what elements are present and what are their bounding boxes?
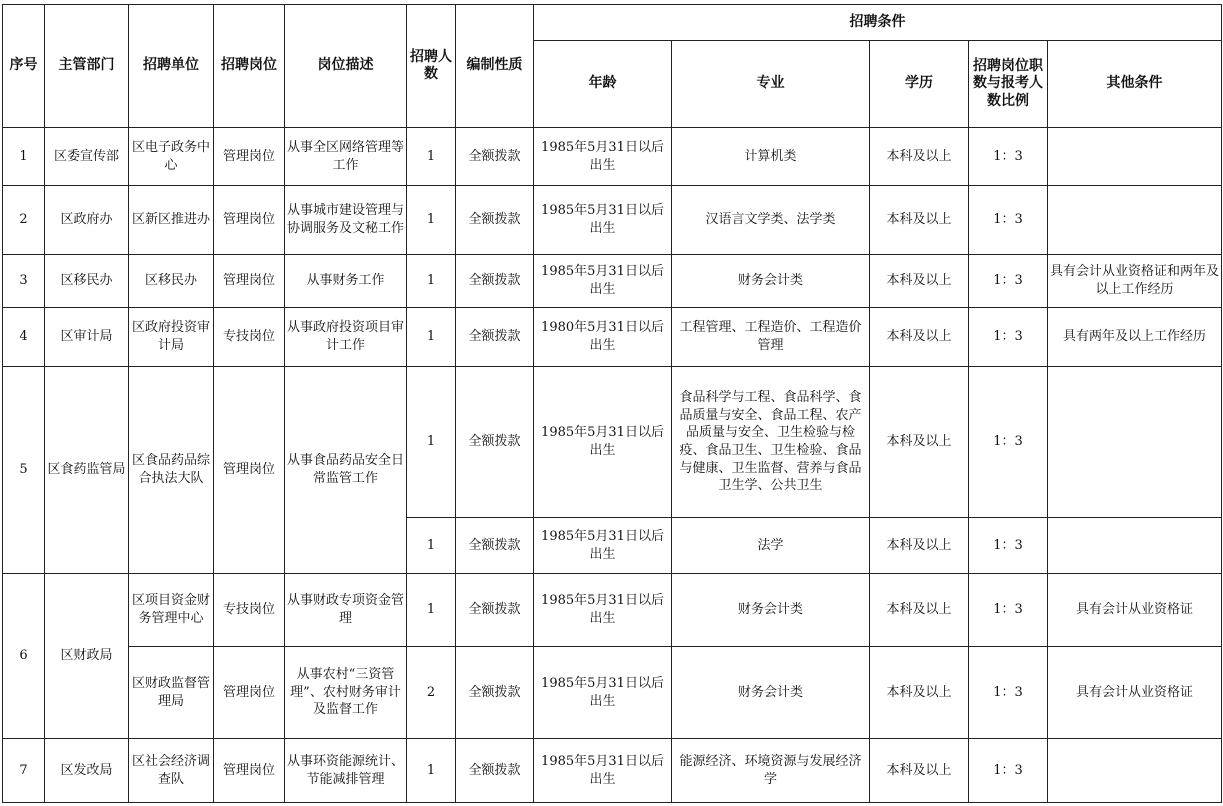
cell-other: 具有会计从业资格证 xyxy=(1048,647,1222,739)
cell-ratio: 1：3 xyxy=(969,647,1048,739)
cell-count: 1 xyxy=(407,128,456,186)
cell-age: 1985年5月31日以后出生 xyxy=(534,518,672,574)
cell-desc: 从事环资能源统计、节能减排管理 xyxy=(285,739,407,803)
col-header-ratio: 招聘岗位职数与报考人数比例 xyxy=(969,41,1048,128)
col-header-count: 招聘人数 xyxy=(407,5,456,128)
cell-other: 具有会计从业资格证 xyxy=(1048,574,1222,647)
cell-age: 1985年5月31日以后出生 xyxy=(534,255,672,308)
cell-count: 1 xyxy=(407,367,456,518)
cell-major: 能源经济、环境资源与发展经济学 xyxy=(672,739,870,803)
cell-ratio: 1：3 xyxy=(969,128,1048,186)
cell-ratio: 1：3 xyxy=(969,739,1048,803)
cell-other: 具有会计从业资格证和两年及以上工作经历 xyxy=(1048,255,1222,308)
cell-edu: 本科及以上 xyxy=(870,739,969,803)
cell-age: 1985年5月31日以后出生 xyxy=(534,367,672,518)
cell-unit: 区财政监督管理局 xyxy=(129,647,214,739)
cell-major: 财务会计类 xyxy=(672,255,870,308)
cell-seq: 6 xyxy=(3,574,45,739)
cell-unit: 区项目资金财务管理中心 xyxy=(129,574,214,647)
table-row xyxy=(3,647,1222,739)
cell-post: 管理岗位 xyxy=(214,739,285,803)
cell-other xyxy=(1048,518,1222,574)
cell-nature: 全额拨款 xyxy=(456,255,534,308)
cell-ratio: 1：3 xyxy=(969,255,1048,308)
cell-unit: 区电子政务中心 xyxy=(129,128,214,186)
cell-age: 1985年5月31日以后出生 xyxy=(534,574,672,647)
cell-post: 专技岗位 xyxy=(214,574,285,647)
recruitment-table xyxy=(2,4,1222,803)
cell-major: 财务会计类 xyxy=(672,574,870,647)
cell-unit: 区移民办 xyxy=(129,255,214,308)
cell-ratio: 1：3 xyxy=(969,186,1048,255)
cell-desc: 从事全区网络管理等工作 xyxy=(285,128,407,186)
cell-edu: 本科及以上 xyxy=(870,647,969,739)
cell-ratio: 1：3 xyxy=(969,308,1048,367)
cell-desc: 从事政府投资项目审计工作 xyxy=(285,308,407,367)
cell-count: 1 xyxy=(407,739,456,803)
cell-count: 1 xyxy=(407,574,456,647)
col-header-edu: 学历 xyxy=(870,41,969,128)
cell-dept: 区审计局 xyxy=(45,308,129,367)
cell-seq: 5 xyxy=(3,367,45,574)
table-row xyxy=(3,255,1222,308)
cell-dept: 区食药监管局 xyxy=(45,367,129,574)
cell-count: 1 xyxy=(407,308,456,367)
cell-seq: 1 xyxy=(3,128,45,186)
cell-major: 工程管理、工程造价、工程造价管理 xyxy=(672,308,870,367)
cell-post: 管理岗位 xyxy=(214,647,285,739)
cell-age: 1985年5月31日以后出生 xyxy=(534,739,672,803)
cell-edu: 本科及以上 xyxy=(870,128,969,186)
table-row xyxy=(3,308,1222,367)
cell-dept: 区移民办 xyxy=(45,255,129,308)
col-header-major: 专业 xyxy=(672,41,870,128)
cell-edu: 本科及以上 xyxy=(870,255,969,308)
cell-post: 管理岗位 xyxy=(214,186,285,255)
cell-desc: 从事财务工作 xyxy=(285,255,407,308)
cell-unit: 区政府投资审计局 xyxy=(129,308,214,367)
cell-desc: 从事城市建设管理与协调服务及文秘工作 xyxy=(285,186,407,255)
cell-seq: 7 xyxy=(3,739,45,803)
cell-post: 管理岗位 xyxy=(214,367,285,574)
cell-other xyxy=(1048,128,1222,186)
cell-nature: 全额拨款 xyxy=(456,518,534,574)
col-header-desc: 岗位描述 xyxy=(285,5,407,128)
cell-edu: 本科及以上 xyxy=(870,367,969,518)
cell-age: 1985年5月31日以后出生 xyxy=(534,186,672,255)
cell-desc: 从事农村“三资管理”、农村财务审计及监督工作 xyxy=(285,647,407,739)
cell-count: 1 xyxy=(407,518,456,574)
cell-seq: 3 xyxy=(3,255,45,308)
cell-ratio: 1：3 xyxy=(969,518,1048,574)
cell-dept: 区财政局 xyxy=(45,574,129,739)
cell-seq: 4 xyxy=(3,308,45,367)
cell-age: 1985年5月31日以后出生 xyxy=(534,647,672,739)
col-header-dept: 主管部门 xyxy=(45,5,129,128)
cell-nature: 全额拨款 xyxy=(456,186,534,255)
cell-seq: 2 xyxy=(3,186,45,255)
col-header-age: 年龄 xyxy=(534,41,672,128)
cell-dept: 区委宣传部 xyxy=(45,128,129,186)
cell-other xyxy=(1048,186,1222,255)
col-header-conditions: 招聘条件 xyxy=(534,5,1222,41)
cell-major: 汉语言文学类、法学类 xyxy=(672,186,870,255)
cell-major: 法学 xyxy=(672,518,870,574)
col-header-unit: 招聘单位 xyxy=(129,5,214,128)
cell-unit: 区食品药品综合执法大队 xyxy=(129,367,214,574)
cell-edu: 本科及以上 xyxy=(870,186,969,255)
cell-desc: 从事食品药品安全日常监管工作 xyxy=(285,367,407,574)
cell-other xyxy=(1048,739,1222,803)
cell-desc: 从事财政专项资金管理 xyxy=(285,574,407,647)
cell-nature: 全额拨款 xyxy=(456,574,534,647)
col-header-nature: 编制性质 xyxy=(456,5,534,128)
table-row xyxy=(3,186,1222,255)
cell-nature: 全额拨款 xyxy=(456,367,534,518)
cell-unit: 区社会经济调查队 xyxy=(129,739,214,803)
cell-count: 1 xyxy=(407,186,456,255)
table-row xyxy=(3,574,1222,647)
col-header-other: 其他条件 xyxy=(1048,41,1222,128)
cell-nature: 全额拨款 xyxy=(456,128,534,186)
cell-other: 具有两年及以上工作经历 xyxy=(1048,308,1222,367)
cell-nature: 全额拨款 xyxy=(456,308,534,367)
cell-post: 管理岗位 xyxy=(214,255,285,308)
cell-edu: 本科及以上 xyxy=(870,574,969,647)
cell-edu: 本科及以上 xyxy=(870,308,969,367)
table-row xyxy=(3,128,1222,186)
cell-age: 1985年5月31日以后出生 xyxy=(534,128,672,186)
cell-post: 管理岗位 xyxy=(214,128,285,186)
table-row xyxy=(3,739,1222,803)
cell-major: 食品科学与工程、食品科学、食品质量与安全、食品工程、农产品质量与安全、卫生检验与检疫、食品卫生、卫生检验、食品与健康、卫生监督、营养与食品卫生学、公共卫生 xyxy=(672,367,870,518)
cell-dept: 区政府办 xyxy=(45,186,129,255)
cell-major: 计算机类 xyxy=(672,128,870,186)
col-header-seq: 序号 xyxy=(3,5,45,128)
cell-ratio: 1：3 xyxy=(969,367,1048,518)
cell-nature: 全额拨款 xyxy=(456,739,534,803)
cell-edu: 本科及以上 xyxy=(870,518,969,574)
cell-ratio: 1：3 xyxy=(969,574,1048,647)
col-header-post: 招聘岗位 xyxy=(214,5,285,128)
cell-post: 专技岗位 xyxy=(214,308,285,367)
cell-nature: 全额拨款 xyxy=(456,647,534,739)
cell-dept: 区发改局 xyxy=(45,739,129,803)
cell-age: 1980年5月31日以后出生 xyxy=(534,308,672,367)
cell-count: 2 xyxy=(407,647,456,739)
cell-count: 1 xyxy=(407,255,456,308)
cell-unit: 区新区推进办 xyxy=(129,186,214,255)
header-row-1 xyxy=(3,5,1222,41)
cell-major: 财务会计类 xyxy=(672,647,870,739)
cell-other xyxy=(1048,367,1222,518)
table-row xyxy=(3,367,1222,518)
